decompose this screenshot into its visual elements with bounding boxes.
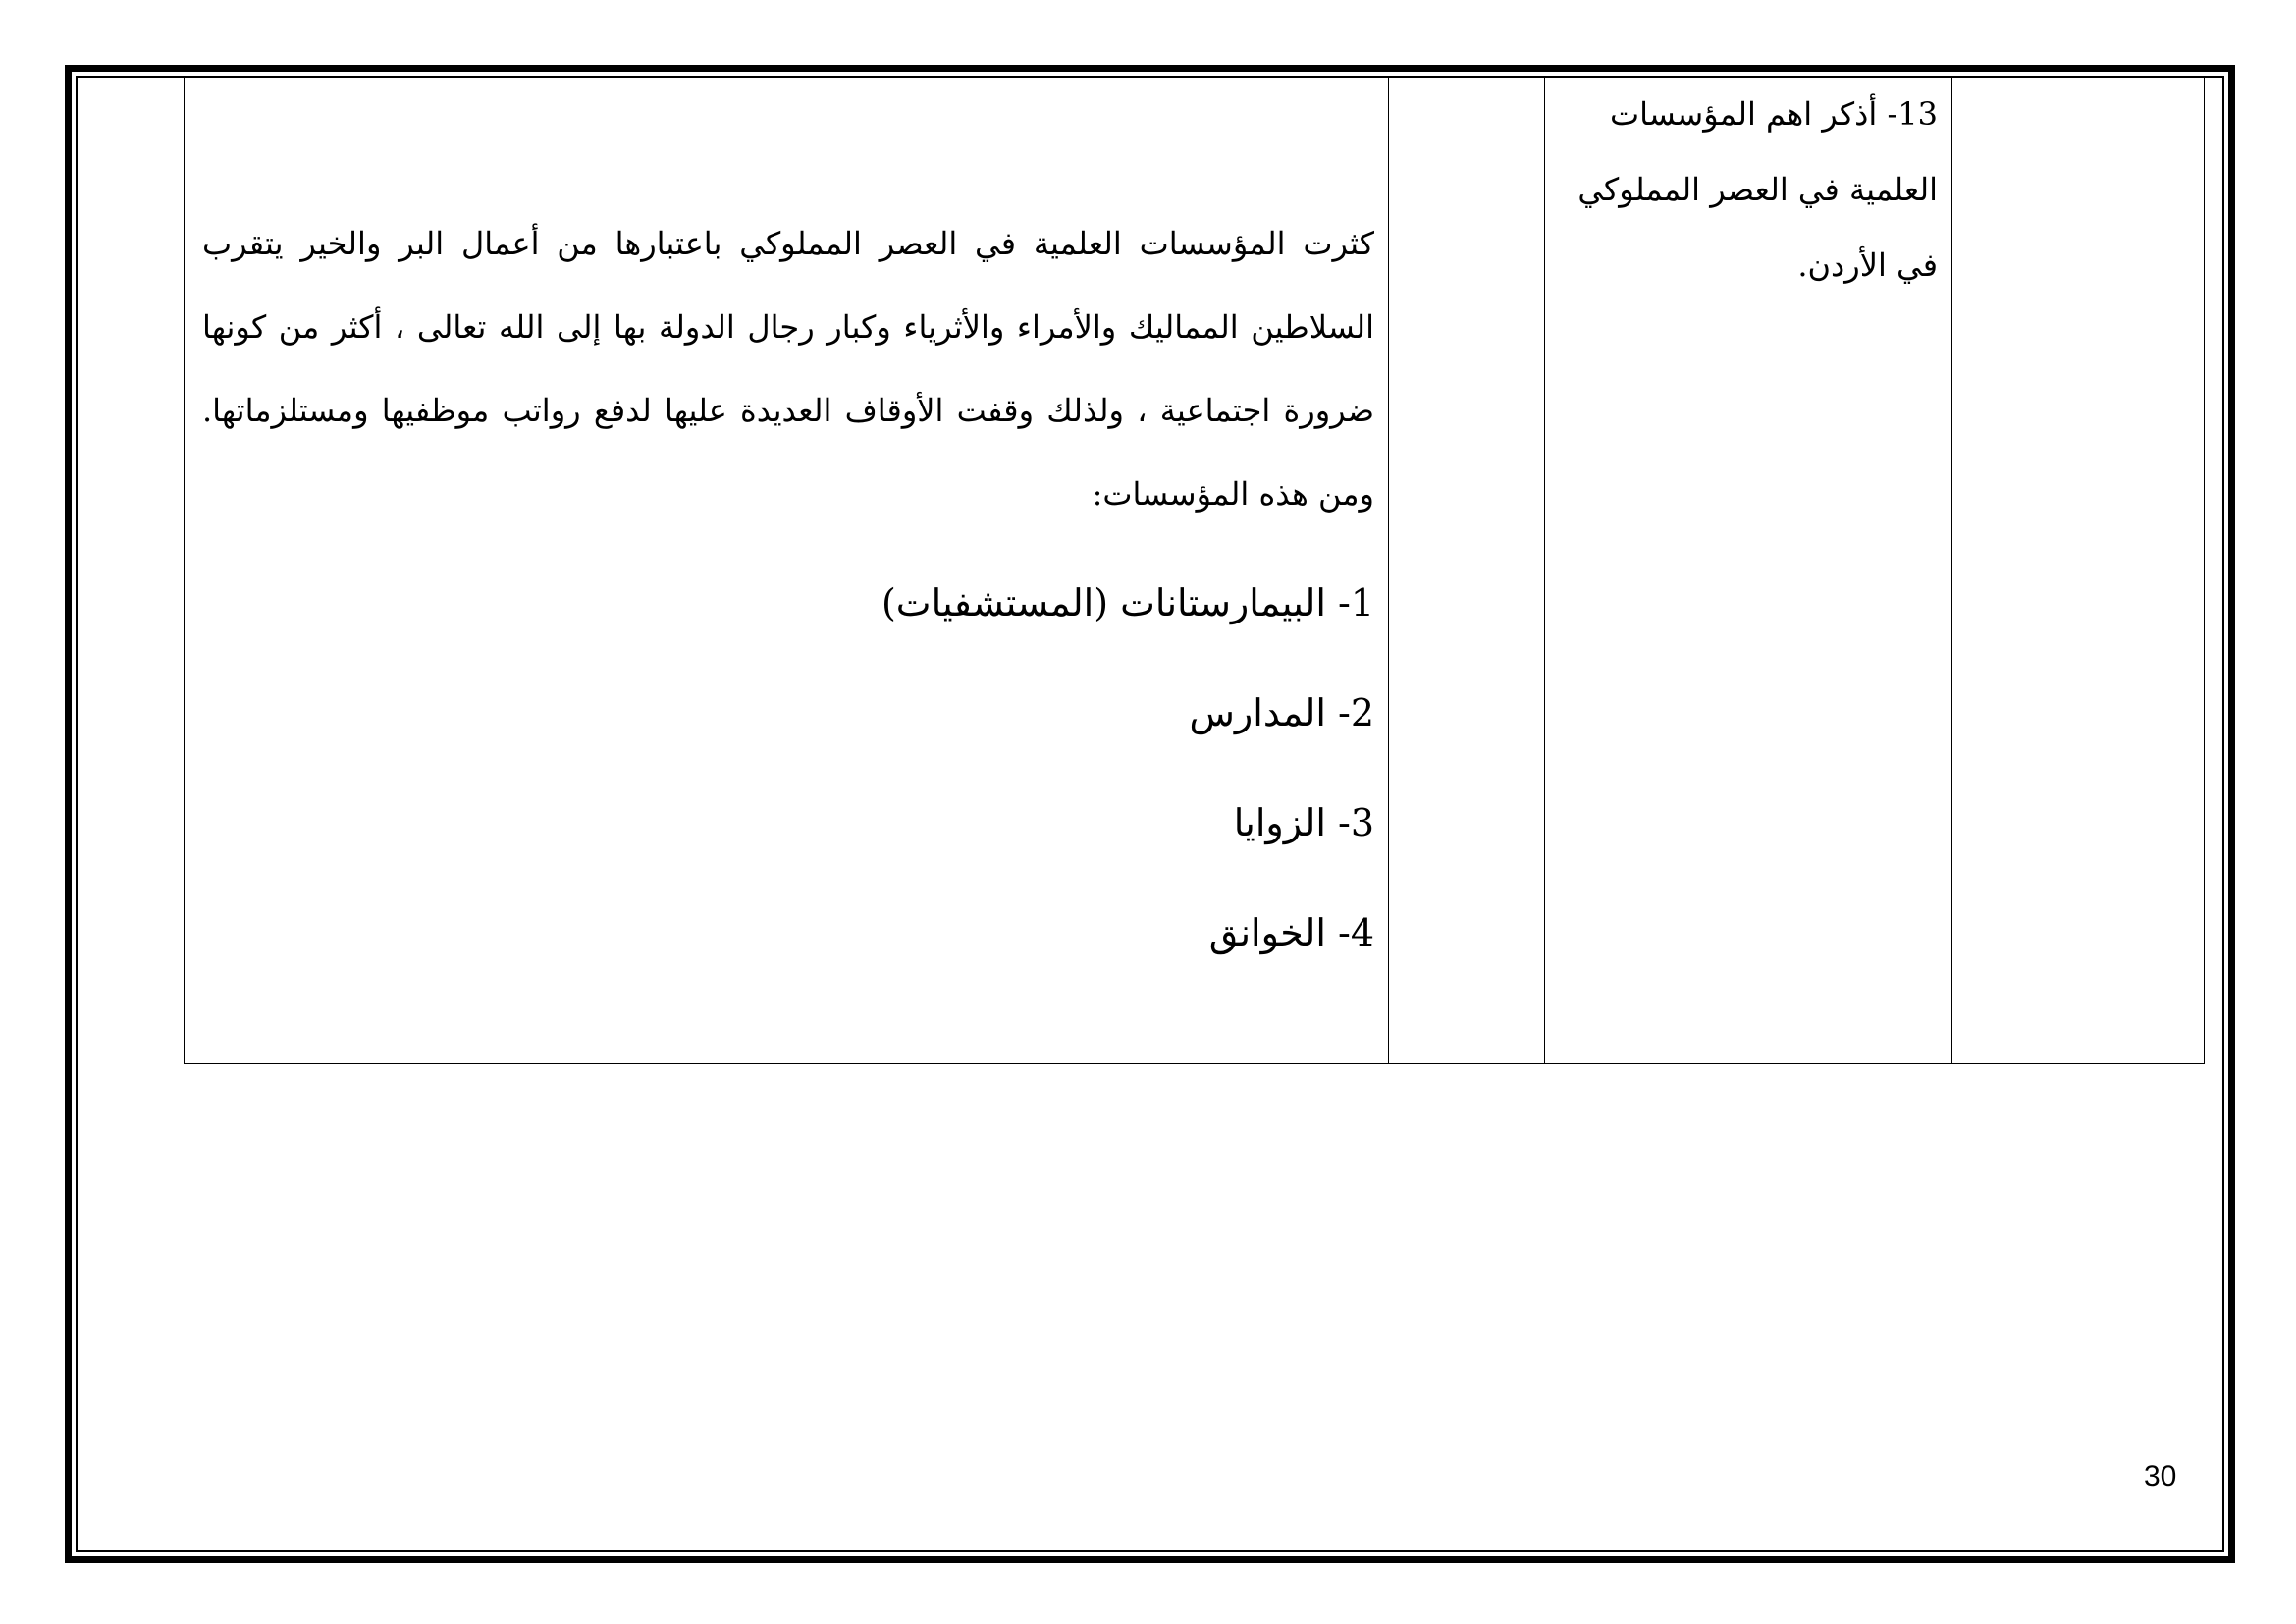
content-table [184,76,2205,1064]
list-item: 4- الخوانق [1208,911,1374,954]
list-item: 3- الزوايا [1233,801,1374,844]
table-row [185,77,2205,1064]
question-cell [1545,77,1952,1064]
question-text: 13- أذكر اهم المؤسسات العلمية في العصر المملوكي في الأردن. [1577,95,1938,284]
list-item: 2- المدارس [1189,691,1374,734]
answer-cell [185,77,1389,1064]
list-item: 1- البيمارستانات (المستشفيات) [881,581,1374,624]
answer-list [202,548,1374,988]
page-number: 30 [2144,1460,2177,1492]
answer-intro: كثرت المؤسسات العلمية في العصر المملوكي باعتبارها من أعمال البر والخير يتقرب السلاطين المماليك والأمراء والأثرياء وكبار رجال الدولة بها إلى الله تعالى ، أكثر من كونها ضرورة اجتماعية ، ولذلك وقفت الأوقاف العديدة عليها لدفع رواتب موظفيها ومستلزماتها. ومن هذه المؤسسات: [202,225,1374,513]
answer-block [185,202,1388,988]
empty-cell [1389,77,1545,1064]
number-cell [1952,77,2205,1064]
